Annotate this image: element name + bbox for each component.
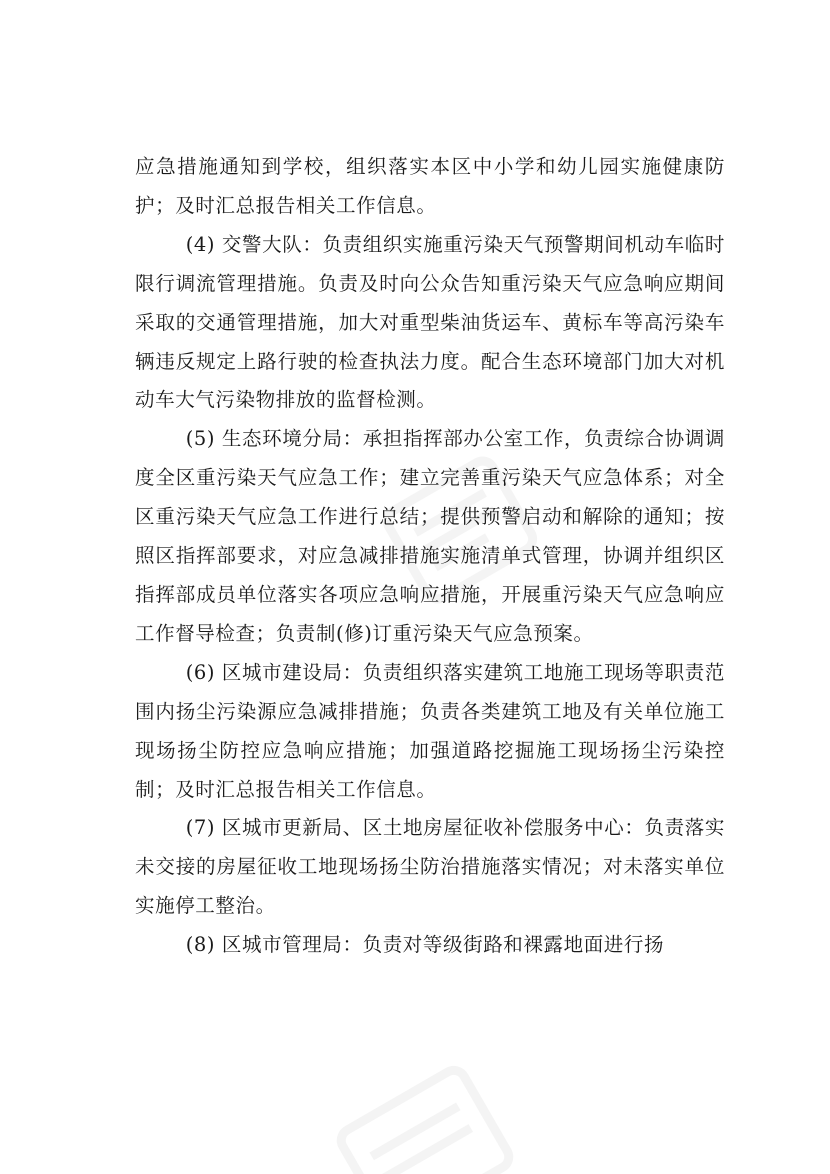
paragraph-education-continued: 应急措施通知到学校，组织落实本区中小学和幼儿园实施健康防护；及时汇总报告相关工作信息。 — [135, 155, 725, 217]
paragraph-urban-renewal: (7) 区城市更新局、区土地房屋征收补偿服务中心：负责落实未交接的房屋征收工地现场扬尘防治措施落实情况；对未落实单位实施停工整治。 — [135, 816, 725, 918]
document-body — [135, 148, 725, 965]
paragraph-traffic-police: (4) 交警大队：负责组织实施重污染天气预警期间机动车临时限行调流管理措施。负责及时向公众告知重污染天气应急响应期间采取的交通管理措施，加大对重型柴油货运车、黄标车等高污染车辆违反规定上路行驶的检查执法力度。配合生态环境部门加大对机动车大气污染物排放的监督检测。 — [135, 232, 725, 412]
paragraph-urban-construction: (6) 区城市建设局：负责组织落实建筑工地施工现场等职责范围内扬尘污染源应急减排措施；负责各类建筑工地及有关单位施工现场扬尘防控应急响应措施；加强道路挖掘施工现场扬尘污染控制；及时汇总报告相关工作信息。 — [135, 660, 725, 801]
paragraph-urban-management: (8) 区城市管理局：负责对等级街路和裸露地面进行扬 — [185, 933, 665, 957]
watermark-stamp-bottom — [300, 1040, 540, 1174]
paragraph-eco-environment: (5) 生态环境分局：承担指挥部办公室工作，负责综合协调调度全区重污染天气应急工作；建立完善重污染天气应急体系；对全区重污染天气应急工作进行总结；提供预警启动和解除的通知；按照区指挥部要求，对应急减排措施实施清单式管理，协调并组织区指挥部成员单位落实各项应急响应措施，开展重污染天气应急响应工作督导检查；负责制(修)订重污染天气应急预案。 — [135, 427, 725, 645]
